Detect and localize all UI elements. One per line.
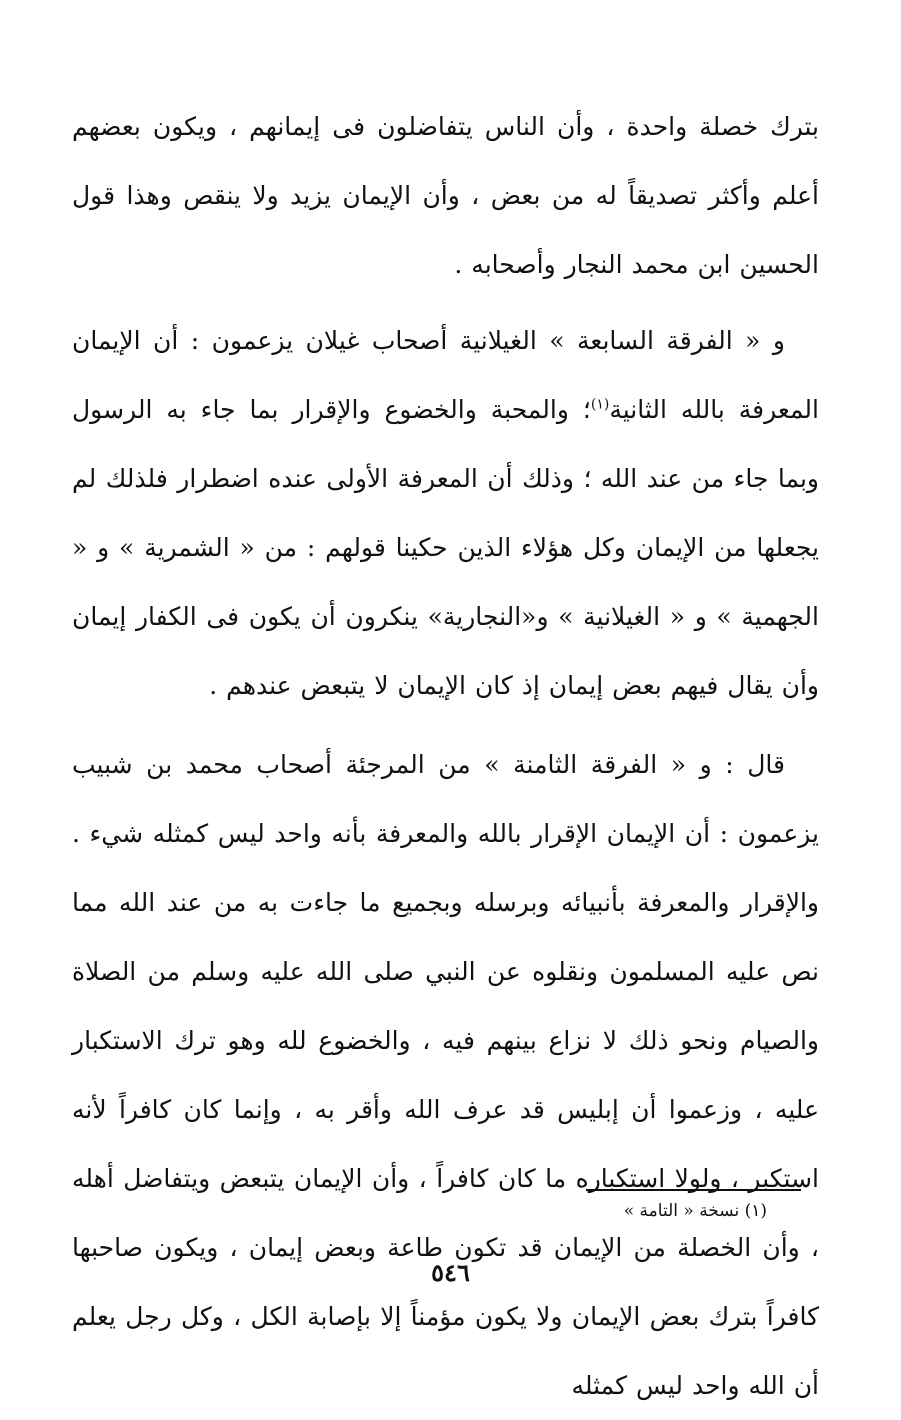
footnote-reference: (١): [590, 396, 610, 413]
paragraph-2: [72, 306, 819, 720]
paragraph-2-text-b: ؛ والمحبة والخضوع والإقرار بما جاء به الرسول وبما جاء من عند الله ؛ وذلك أن المعرفة الأولى عنده اضطرار فلذلك لم يجعلها من الإيمان وكل هؤلاء الذين حكينا قولهم : من « الشمرية » و « الجهمية » و « الغيلانية » و«النجارية» ينكرون أن يكون فى الكفار إيمان وأن يقال فيهم بعض إيمان إذ كان الإيمان لا يتبعض عندهم .: [72, 395, 819, 700]
page-number: ٥٤٦: [431, 1258, 470, 1287]
paragraph-3: قال : و « الفرقة الثامنة » من المرجئة أصحاب محمد بن شبيب يزعمون : أن الإيمان الإقرار بالله والمعرفة بأنه واحد ليس كمثله شيء . والإقرار والمعرفة بأنبيائه وبرسله وبجميع ما جاءت به من عند الله مما نص عليه المسلمون ونقلوه عن النبي صلى الله عليه وسلم من الصلاة والصيام ونحو ذلك لا نزاع بينهم فيه ، والخضوع لله وهو ترك الاستكبار عليه ، وزعموا أن إبليس قد عرف الله وأقر به ، وإنما كان كافراً لأنه استكبر ، ولولا استكباره ما كان كافراً ، وأن الإيمان يتبعض ويتفاضل أهله ، وأن الخصلة من الإيمان قد تكون طاعة وبعض إيمان ، ويكون صاحبها كافراً بترك بعض الإيمان ولا يكون مؤمناً إلا بإصابة الكل ، وكل رجل يعلم أن الله واحد ليس كمثله: [72, 750, 819, 1400]
paragraph-1: بترك خصلة واحدة ، وأن الناس يتفاضلون فى إيمانهم ، ويكون بعضهم أعلم وأكثر تصديقاً له من بعض ، وأن الإيمان يزيد ولا ينقص وهذا قول الحسين ابن محمد النجار وأصحابه .: [72, 112, 819, 279]
paragraph-2-text-a: و « الفرقة السابعة » الغيلانية أصحاب غيلان يزعمون : أن الإيمان المعرفة بالله الثانية: [72, 326, 819, 424]
footnote-divider: [586, 1189, 801, 1191]
footnote: (١) نسخة « التامة »: [623, 1201, 767, 1221]
